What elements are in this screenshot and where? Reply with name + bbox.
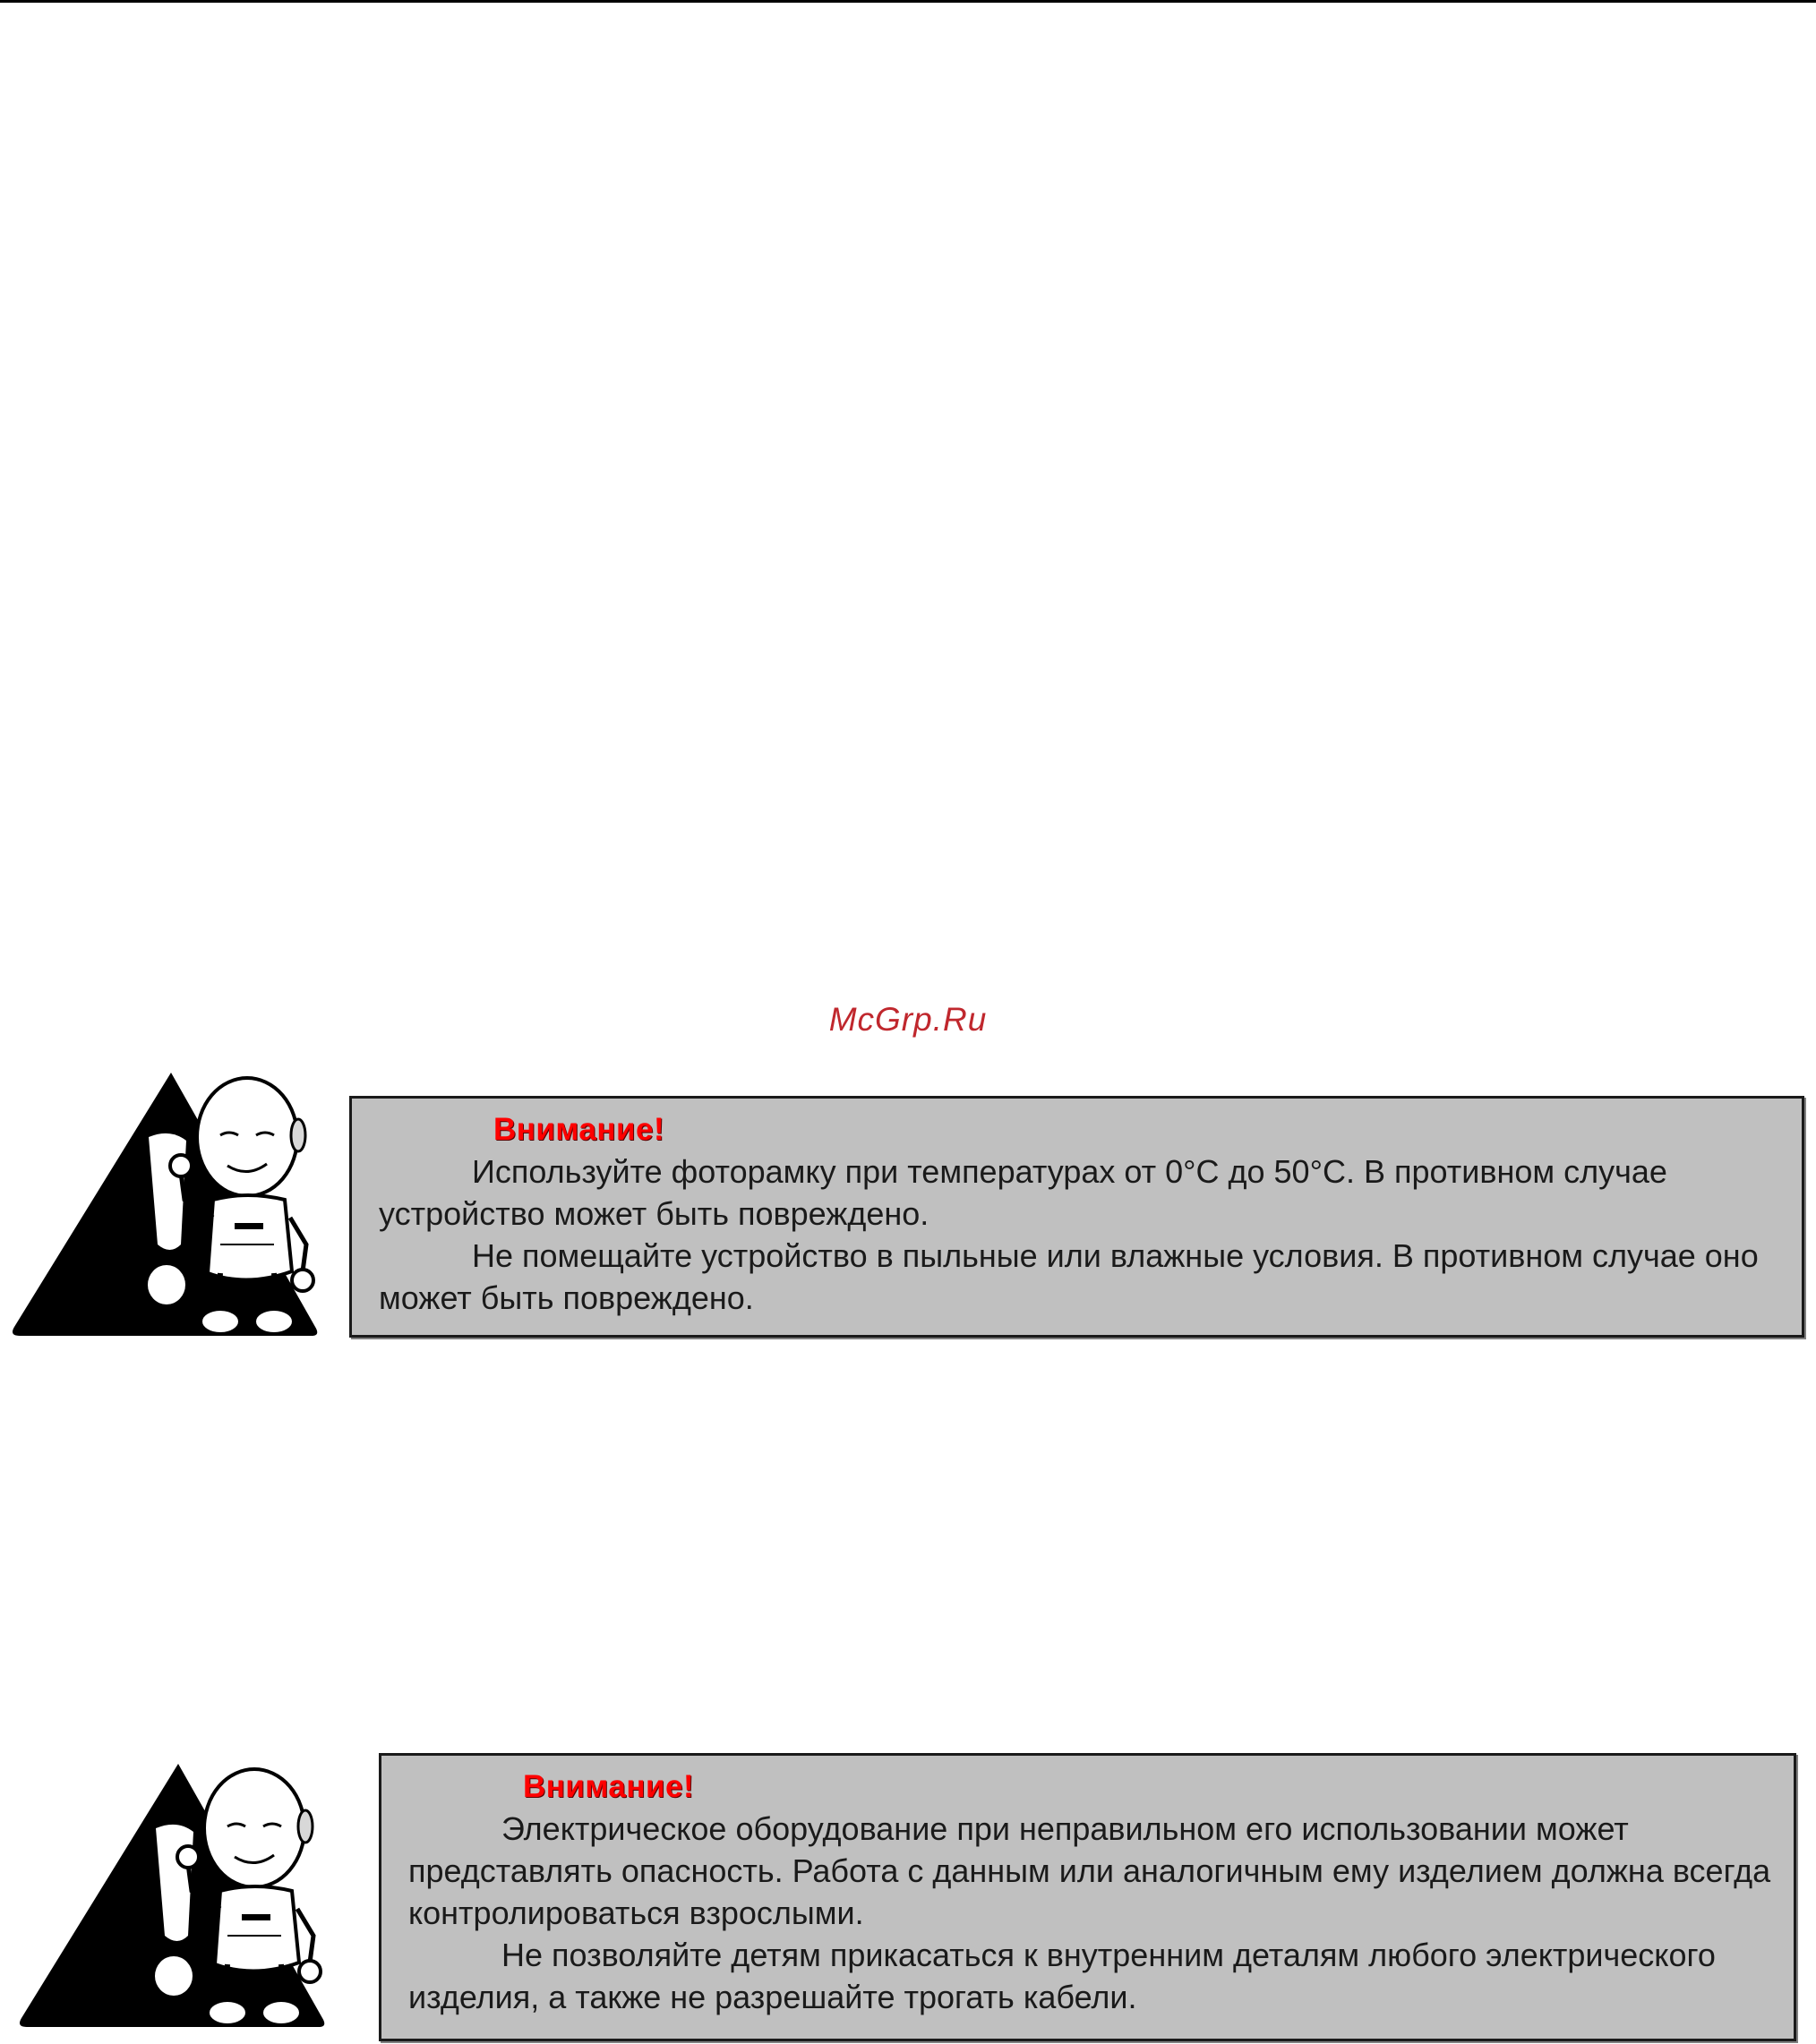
notice-paragraph: Электрическое оборудование при неправильном его использовании может представлять опасность. Работа с данным или аналогичным ему изделием должна всегда контролироваться взрослыми.	[408, 1810, 1771, 1931]
warning-robot-icon	[5, 1065, 319, 1339]
notice-box	[349, 1096, 1804, 1338]
notice-paragraph: Не помещайте устройство в пыльные или влажные условия. В противном случае оно может быть повреждено.	[379, 1237, 1759, 1316]
notice-box	[379, 1753, 1796, 2041]
watermark: McGrp.Ru	[828, 1001, 988, 1038]
notice-paragraph: Не позволяйте детям прикасаться к внутренним деталям любого электрического изделия, а также не разрешайте трогать кабели.	[408, 1937, 1716, 2015]
warning-robot-icon	[13, 1757, 326, 2031]
top-rule	[0, 0, 1816, 3]
notice-title: Внимание!	[493, 1112, 665, 1147]
notice-paragraph: Используйте фоторамку при температурах от 0°С до 50°С. В противном случае устройство может быть повреждено.	[379, 1153, 1667, 1232]
notice-title: Внимание!	[523, 1769, 695, 1804]
